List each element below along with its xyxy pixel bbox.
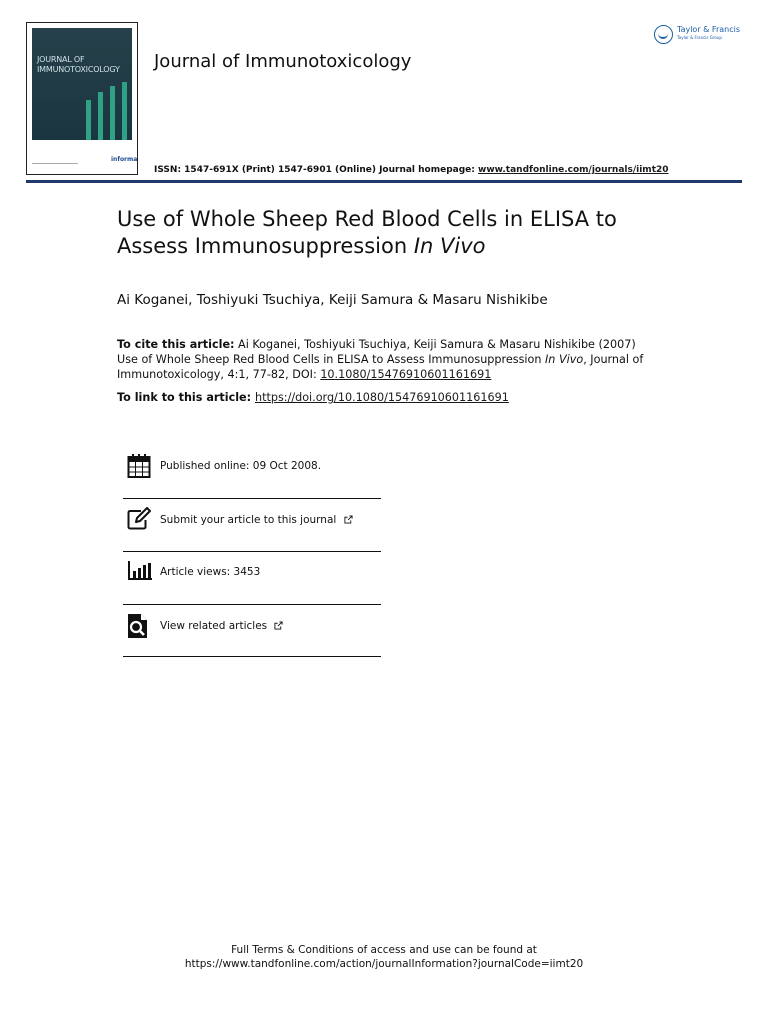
link-label: To link to this article: — [117, 391, 255, 404]
cite-text: Ai Koganei, Toshiyuki Tsuchiya, Keiji Samura & Masaru Nishikibe (2007) Use of Whole Sheep Red Blood Cells in ELISA to Assess Immunosuppression — [117, 338, 636, 366]
article-authors: Ai Koganei, Toshiyuki Tsuchiya, Keiji Samura & Masaru Nishikibe — [117, 292, 548, 308]
issn-line — [154, 165, 669, 175]
info-divider — [123, 656, 381, 657]
cite-italic: In Vivo — [545, 353, 584, 366]
link-block — [117, 391, 509, 404]
issn-text: ISSN: 1547-691X (Print) 1547-6901 (Online) Journal homepage: — [154, 165, 479, 175]
article-views-text: Article views: 3453 — [160, 566, 261, 578]
article-doi-link[interactable]: https://doi.org/10.1080/15476910601161691 — [255, 391, 509, 404]
cite-text-2: , Journal of Immunotoxicology, 4:1, 77-82, DOI: — [117, 353, 644, 381]
related-articles-item[interactable] — [123, 600, 381, 652]
cover-footline — [32, 163, 78, 164]
publisher-logo — [654, 22, 746, 46]
cite-label: To cite this article: — [117, 338, 235, 351]
published-online-item — [123, 440, 381, 492]
cover-bar — [122, 82, 127, 140]
edit-icon — [127, 507, 157, 533]
article-views-item — [123, 546, 381, 598]
footer-line-1: Full Terms & Conditions of access and use can be found at — [231, 944, 537, 956]
submit-article-text[interactable]: Submit your article to this journal — [160, 514, 337, 526]
taylor-francis-icon — [654, 25, 673, 44]
document-search-icon — [127, 613, 157, 639]
citation-block — [117, 337, 657, 382]
publisher-logo-name: Taylor & Francis — [677, 25, 740, 34]
calendar-icon — [127, 453, 157, 479]
publisher-logo-subtext: Taylor & Francis Group — [677, 35, 722, 40]
article-title-main: Use of Whole Sheep Red Blood Cells in ELISA to Assess Immunosuppression — [117, 207, 617, 258]
cover-bar — [86, 100, 91, 140]
journal-title: Journal of Immunotoxicology — [154, 51, 412, 72]
cover-publisher-logo: informa — [111, 156, 138, 163]
header-divider — [26, 180, 742, 183]
cover-bar — [98, 92, 103, 140]
article-title-italic: In Vivo — [413, 234, 486, 258]
submit-article-item[interactable] — [123, 494, 381, 546]
external-link-icon — [274, 621, 283, 630]
bar-chart-icon — [127, 559, 157, 585]
related-articles-text[interactable]: View related articles — [160, 620, 268, 632]
external-link-icon — [344, 515, 353, 524]
footer-terms-link[interactable]: https://www.tandfonline.com/action/journalInformation?journalCode=iimt20 — [184, 958, 584, 970]
terms-footer — [0, 943, 768, 971]
published-online-text: Published online: 09 Oct 2008. — [160, 460, 322, 472]
journal-cover — [26, 22, 138, 175]
journal-homepage-link[interactable]: www.tandfonline.com/journals/iimt20 — [478, 165, 669, 175]
cite-doi-link[interactable]: 10.1080/15476910601161691 — [320, 368, 492, 381]
cover-title: JOURNAL OF IMMUNOTOXICOLOGY — [37, 55, 120, 74]
cover-image — [32, 28, 132, 140]
cover-bar — [110, 86, 115, 140]
article-title — [117, 206, 677, 260]
